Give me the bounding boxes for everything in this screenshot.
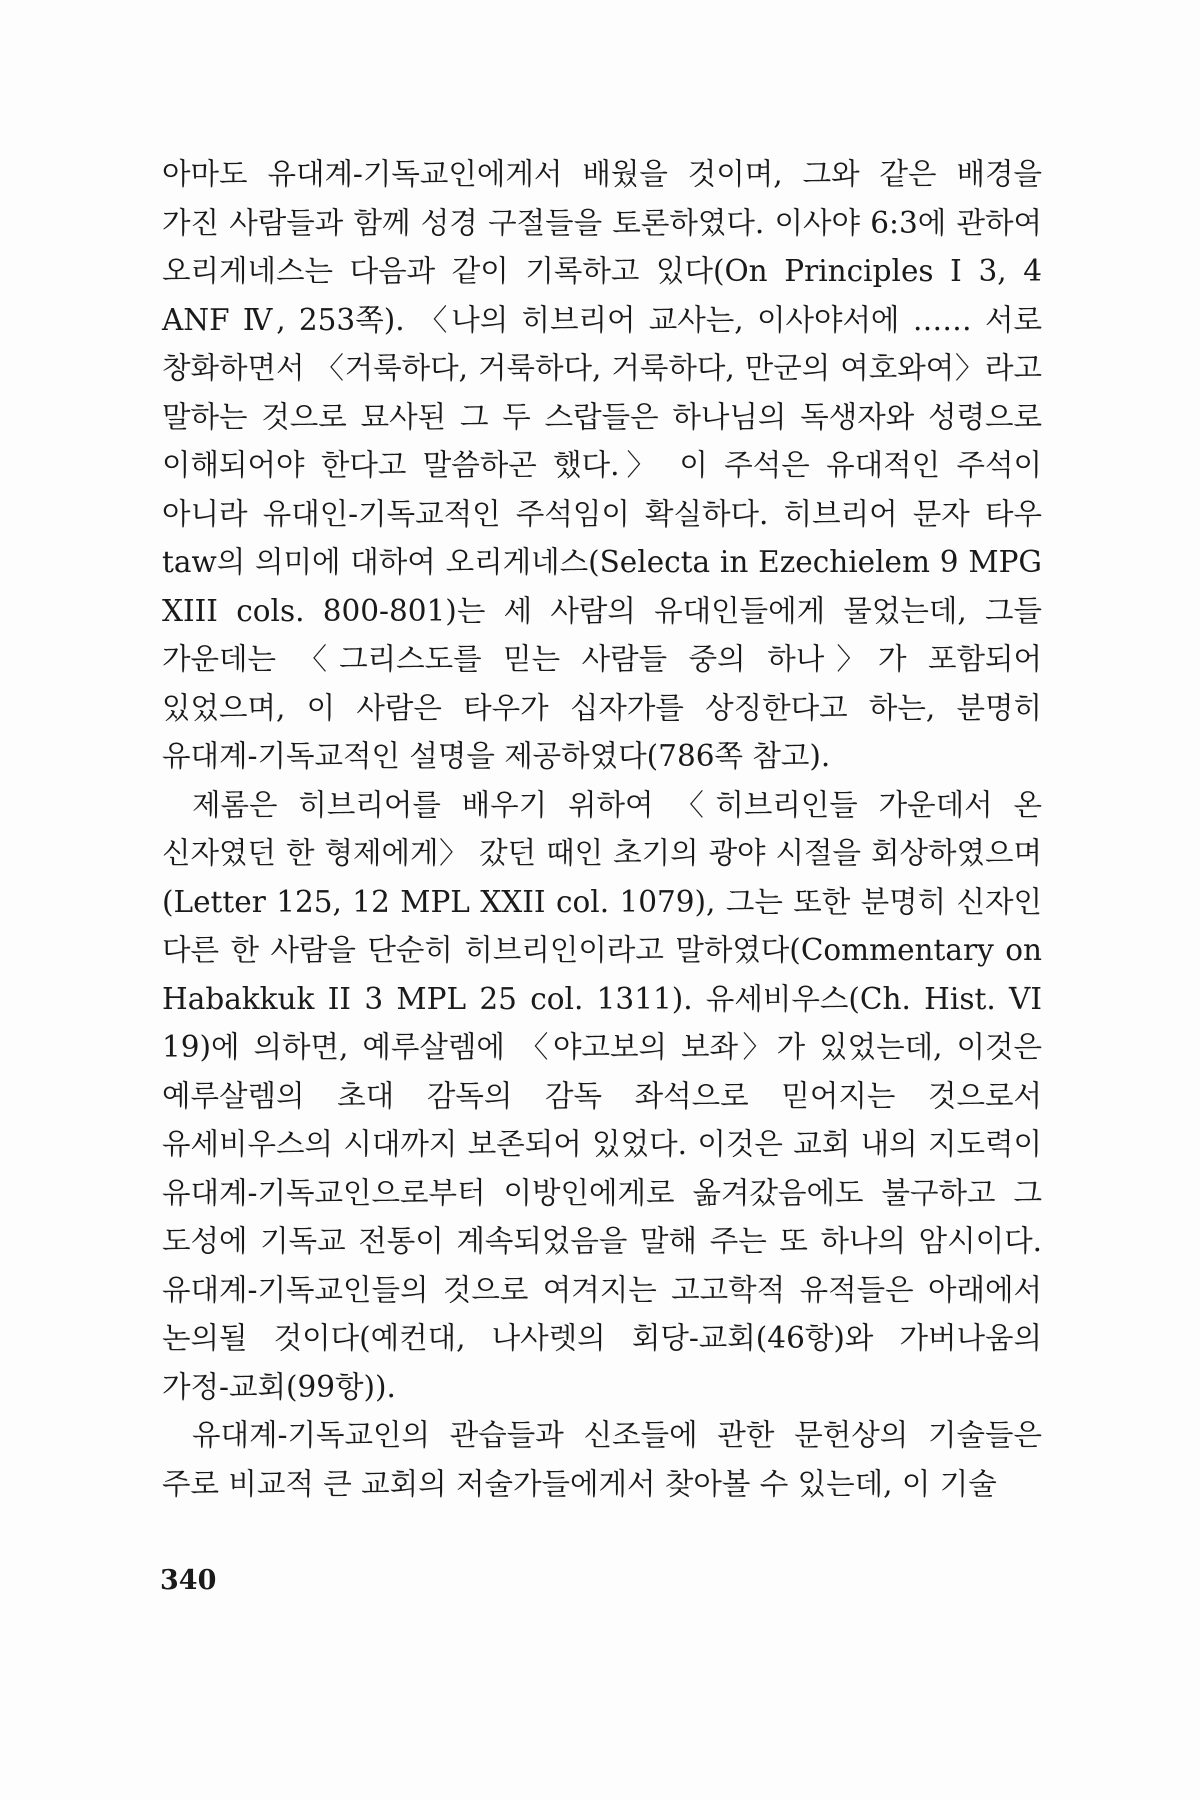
body-text <box>162 150 1042 1508</box>
paragraph-3: 유대계-기독교인의 관습들과 신조들에 관한 문헌상의 기술들은 주로 비교적 큰 교회의 저술가들에게서 찾아볼 수 있는데, 이 기술 <box>162 1418 1042 1501</box>
paragraph-2: 제롬은 히브리어를 배우기 위하여 〈히브리인들 가운데서 온 신자였던 한 형제에게〉 갔던 때인 초기의 광야 시절을 회상하였으며 (Letter 125, 12 MPL XXII col. 1079), 그는 또한 분명히 신자인 다른 한 사람을 단순히 히브리인이라고 말하였다(Commentary on Habakkuk II 3 MPL 25 col. 1311). 유세비우스(Ch. Hist. VI 19)에 의하면, 예루살렘에 〈야고보의 보좌〉가 있었는데, 이것은 예루살렘의 초대 감독의 감독 좌석으로 믿어지는 것으로서 유세비우스의 시대까지 보존되어 있었다. 이것은 교회 내의 지도력이 유대계-기독교인으로부터 이방인에게로 옮겨갔음에도 불구하고 그 도성에 기독교 전통이 계속되었음을 말해 주는 또 하나의 암시이다. 유대계-기독교인들의 것으로 여겨지는 고고학적 유적들은 아래에서 논의될 것이다(예컨대, 나사렛의 회당-교회(46항)와 가버나움의 가정-교회(99항)). <box>162 787 1042 1404</box>
page-number: 340 <box>160 1565 217 1596</box>
paragraph-1: 아마도 유대계-기독교인에게서 배웠을 것이며, 그와 같은 배경을 가진 사람들과 함께 성경 구절들을 토론하였다. 이사야 6:3에 관하여 오리게네스는 다음과 같이 기록하고 있다(On Principles I 3, 4 ANF Ⅳ, 253쪽). 〈나의 히브리어 교사는, 이사야서에 …… 서로 창화하면서 〈거룩하다, 거룩하다, 거룩하다, 만군의 여호와여〉라고 말하는 것으로 묘사된 그 두 스랍들은 하나님의 독생자와 성령으로 이해되어야 한다고 말씀하곤 했다.〉 이 주석은 유대적인 주석이 아니라 유대인-기독교적인 주석임이 확실하다. 히브리어 문자 타우 taw의 의미에 대하여 오리게네스(Selecta in Ezechielem 9 MPG XIII cols. 800-801)는 세 사람의 유대인들에게 물었는데, 그들 가운데는 〈그리스도를 믿는 사람들 중의 하나〉가 포함되어 있었으며, 이 사람은 타우가 십자가를 상징한다고 하는, 분명히 유대계-기독교적인 설명을 제공하였다(786쪽 참고). <box>162 157 1042 773</box>
